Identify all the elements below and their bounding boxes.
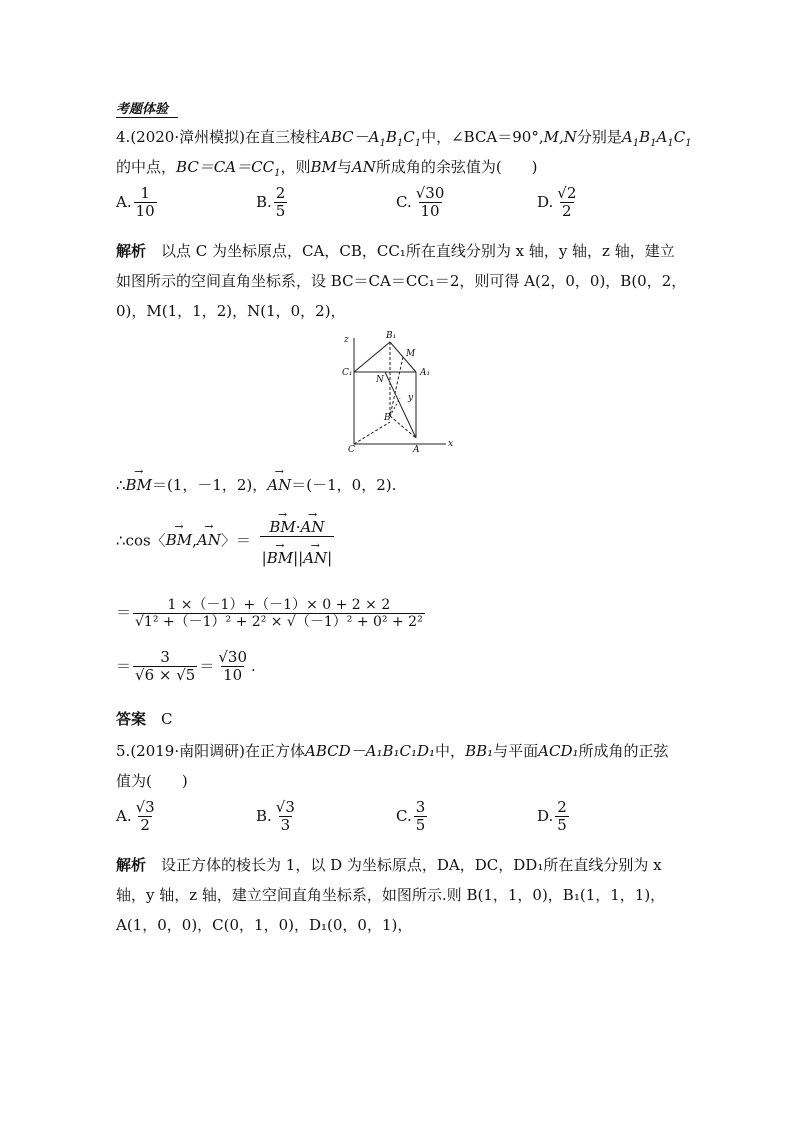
q5-option-a: A. $\frac{√3}{2}$ <box>116 798 155 834</box>
q5-statement-line1: 5.(2019·南阳调研)在正方体ABCD－A₁B₁C₁D₁中，BB₁与平面ACD₁所成角的正弦 <box>116 742 669 760</box>
q4-an: AN <box>351 158 376 176</box>
q4-points: M,N <box>543 128 577 146</box>
q4-option-b: B. $\frac{2}{5}$ <box>256 184 286 220</box>
q4-solution-line3: 0)，M(1，1，2)，N(1，0，2)， <box>116 302 346 320</box>
q4-option-c: C. $\frac{√30}{10}$ <box>396 184 445 220</box>
q4-yu: 与 <box>336 158 352 176</box>
q4-solution-line1: 解析 以点 C 为坐标原点，CA，CB，CC₁所在直线分别为 x 轴，y 轴，z 轴，建立 <box>116 242 675 260</box>
q4-text-c: 分别是 <box>576 128 622 146</box>
q4-number: 4. <box>116 128 131 146</box>
q4-prism: $ABC-A_1B_1C_1$ <box>319 128 422 149</box>
q5-solution-line3: A(1，0，0)，C(0，1，0)，D₁(0，0，1)， <box>116 916 413 934</box>
label-a: A <box>413 445 420 454</box>
q4-segments: $A_1B_1A_1C_1$ <box>621 128 692 149</box>
label-z: z <box>344 335 349 345</box>
q5-solution-line2: 轴，y 轴，z 轴，建立空间直角坐标系，如图所示.则 B(1，1，0)，B₁(1，1，1)， <box>116 886 666 904</box>
section-tag: 考题体验 <box>116 98 178 118</box>
prism-figure <box>330 328 460 454</box>
q4-answer: 答案 C <box>116 710 173 728</box>
q5-option-c: C. $\frac{3}{5}$ <box>396 798 426 834</box>
q5-option-d: D. $\frac{2}{5}$ <box>537 798 567 834</box>
q4-option-d: D. $\frac{√2}{2}$ <box>537 184 577 220</box>
cos-formula: ∴cos〈→ BM,→ AN〉＝ → $\frac{BM\cdot\to AN}{|\to BM||\to AN|}$ <box>116 516 336 567</box>
label-m: M <box>406 349 416 359</box>
q4-text-f: 所成角的余弦值为( ) <box>375 158 538 176</box>
q4-text-e: ，则 <box>280 158 311 176</box>
q4-solution-line2: 如图所示的空间直角坐标系，设 BC＝CA＝CC₁＝2，则可得 A(2，0，0)，B(0，2， <box>116 272 687 290</box>
label-n: N <box>376 375 384 385</box>
q4-bm: BM <box>310 158 337 176</box>
q4-angle: 中，∠BCA＝90°, <box>421 128 544 146</box>
q4-option-a: A. $\frac{1}{10}$ <box>116 184 155 220</box>
calc-line-1: ＝ $\frac{1 \times(-1)+(-1)\times 0 + 2 \times 2}{\text{√1² +（－1）² + 2² × √（－1）² + 0² + 2²}}$ <box>116 597 423 630</box>
y-axis <box>354 422 390 444</box>
q4-statement-line1 <box>116 126 692 149</box>
edge-c1b1 <box>354 342 390 372</box>
q4-text-d: 的中点， <box>116 158 177 176</box>
label-x: x <box>448 439 454 449</box>
label-b1: B₁ <box>386 331 397 341</box>
label-a1: A₁ <box>420 368 431 378</box>
label-c: C <box>348 445 355 454</box>
q4-source: (2020·漳州模拟) <box>130 128 245 146</box>
q4-text: 在直三棱柱 <box>244 128 320 146</box>
label-y: y <box>408 393 414 403</box>
q4-solution-label: 解析 <box>116 242 147 260</box>
q5-statement-line2: 值为( ) <box>116 772 188 790</box>
edge-ba <box>390 416 416 438</box>
label-c1: C₁ <box>342 368 353 378</box>
q5-solution-line1: 解析 设正方体的棱长为 1，以 D 为坐标原点，DA，DC，DD₁所在直线分别为 x <box>116 856 662 874</box>
q5-option-b: B. $\frac{√3}{3}$ <box>256 798 295 834</box>
vector-line: ∴→ BM＝(1，－1，2)，→ AN＝(－1，0，2). <box>116 474 396 495</box>
label-b: B <box>384 413 391 423</box>
q4-statement-line2 <box>116 156 538 179</box>
q4-eq: $BC=CA=CC_1$ <box>176 158 281 179</box>
calc-line-2: ＝ $\frac{3}{√6 \times √5}$ ＝ $\frac{√30}{10}$ . <box>116 648 256 684</box>
